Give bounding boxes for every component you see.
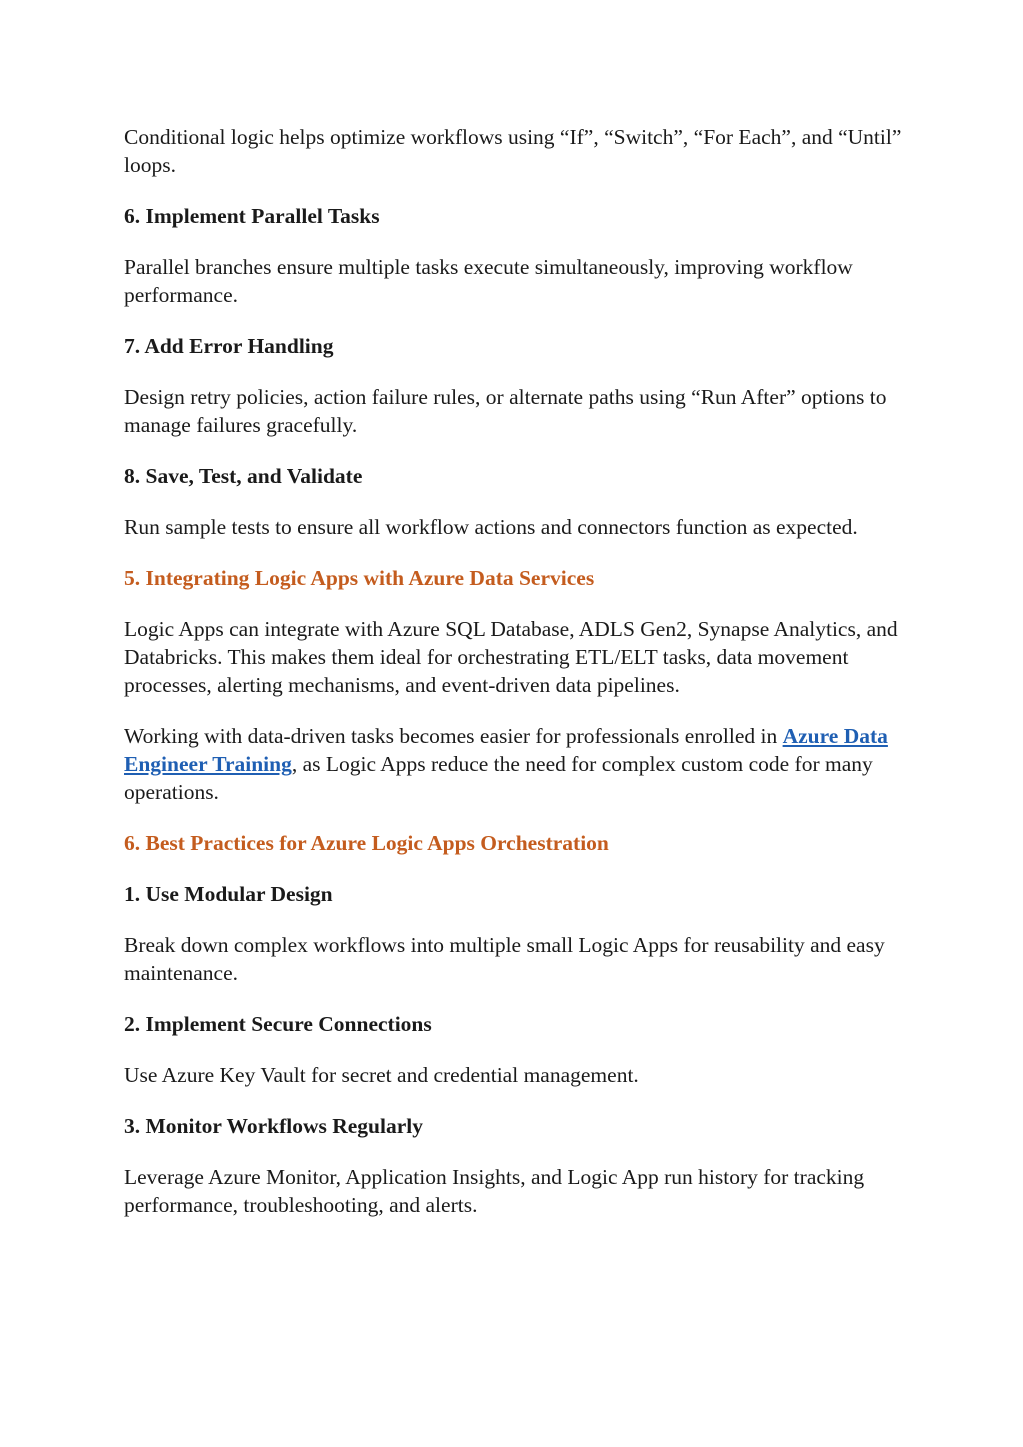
paragraph-error-handling: Design retry policies, action failure rules, or alternate paths using “Run After” options to manage failures gracefully. [124, 385, 887, 437]
document-page [124, 123, 904, 1242]
paragraph-secure-connections: Use Azure Key Vault for secret and credential management. [124, 1063, 639, 1087]
subheading-monitor-workflows: 3. Monitor Workflows Regularly [124, 1114, 424, 1138]
paragraph-conditional-logic: Conditional logic helps optimize workflows using “If”, “Switch”, “For Each”, and “Until” loops. [124, 125, 902, 177]
azure-data-engineer-training-link[interactable]: Azure Data Engineer Training [124, 724, 888, 776]
paragraph-training [124, 722, 904, 806]
training-text-after: , as Logic Apps reduce the need for complex custom code for many operations. [124, 752, 873, 804]
paragraph-integrating: Logic Apps can integrate with Azure SQL Database, ADLS Gen2, Synapse Analytics, and Databricks. This makes them ideal for orchestrating ETL/ELT tasks, data movement processes, alerting mechanisms, and event-driven data pipelines. [124, 617, 898, 697]
paragraph-parallel-tasks: Parallel branches ensure multiple tasks execute simultaneously, improving workflow performance. [124, 255, 853, 307]
paragraph-monitor-workflows: Leverage Azure Monitor, Application Insights, and Logic App run history for tracking performance, troubleshooting, and alerts. [124, 1165, 865, 1217]
subheading-error-handling: 7. Add Error Handling [124, 334, 334, 358]
paragraph-save-test-validate: Run sample tests to ensure all workflow actions and connectors function as expected. [124, 515, 858, 539]
subheading-modular-design: 1. Use Modular Design [124, 882, 333, 906]
section-heading-integrating: 5. Integrating Logic Apps with Azure Data Services [124, 566, 595, 590]
paragraph-modular-design: Break down complex workflows into multiple small Logic Apps for reusability and easy maintenance. [124, 933, 885, 985]
section-heading-best-practices: 6. Best Practices for Azure Logic Apps Orchestration [124, 831, 609, 855]
training-text-before: Working with data-driven tasks becomes easier for professionals enrolled in [124, 724, 783, 748]
subheading-save-test-validate: 8. Save, Test, and Validate [124, 464, 363, 488]
subheading-secure-connections: 2. Implement Secure Connections [124, 1012, 432, 1036]
subheading-parallel-tasks: 6. Implement Parallel Tasks [124, 204, 380, 228]
